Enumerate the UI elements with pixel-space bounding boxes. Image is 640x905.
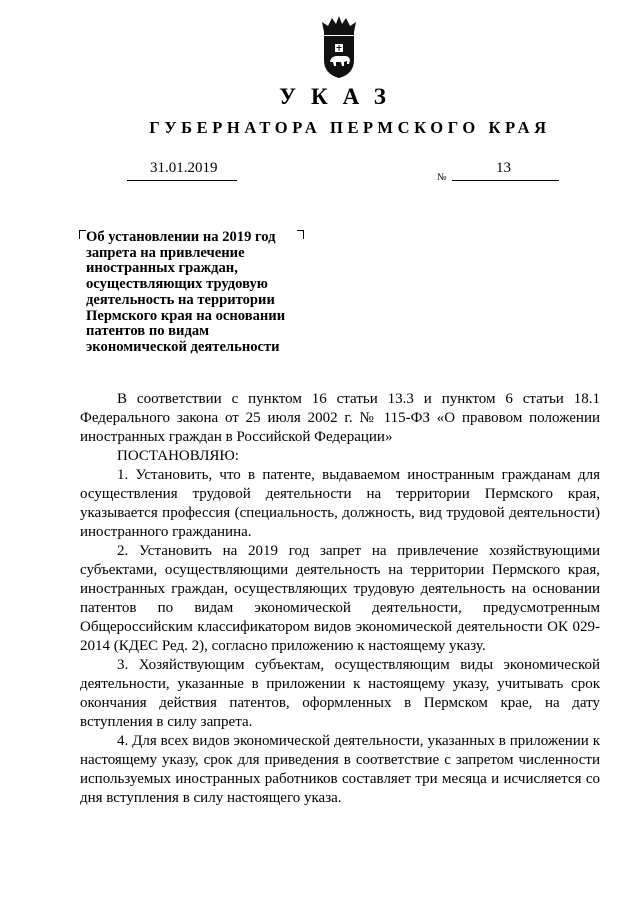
subject-line: иностранных граждан,	[86, 260, 238, 277]
subject-line: деятельность на территории	[86, 291, 275, 308]
subject-line: Об установлении на 2019 год	[86, 229, 276, 245]
subject-line: экономической деятельности	[86, 338, 280, 355]
coat-of-arms-icon	[318, 14, 360, 80]
subject-line: запрета на привлечение	[86, 244, 245, 261]
decree-item-1: 1. Установить, что в патенте, выдаваемом иностранным гражданам для осуществления трудовой деятельности на территории Пермского края, указывается профессия (специальность, должность, вид трудовой деятельности) иностранного гражданина.	[80, 467, 600, 540]
decree-word: ПОСТАНОВЛЯЮ:	[117, 448, 239, 464]
document-type-title: УКАЗ	[279, 84, 401, 109]
decree-subject	[86, 230, 321, 356]
number-underline	[452, 180, 559, 181]
number-sign: №	[437, 172, 447, 183]
date-underline	[127, 180, 237, 181]
subject-line: осуществляющих трудовую	[86, 276, 268, 293]
decree-item-3: 3. Хозяйствующим субъектам, осуществляющим виды экономической деятельности, указанные в приложении к настоящему указу, учитывать срок окончания действия патентов, оформленных в Пермском крае, на дату вступления в силу запрета.	[80, 657, 600, 730]
preamble-paragraph: В соответствии с пунктом 16 статьи 13.3 и пунктом 6 статьи 18.1 Федерального закона от 25 июля 2002 г. № 115-ФЗ «О правовом положении иностранных граждан в Российской Федерации»	[80, 391, 600, 445]
subject-bracket-left	[79, 230, 86, 239]
decree-item-4: 4. Для всех видов экономической деятельности, указанных в приложении к настоящему указу, срок для приведения в соответствие с запретом численности используемых иностранных работников составляет три месяца и исчисляется со дня вступления в силу настоящего указа.	[80, 733, 600, 806]
subject-line: патентов по видам	[86, 323, 210, 340]
decree-number: 13	[496, 160, 511, 176]
decree-body	[80, 390, 600, 808]
decree-item-2: 2. Установить на 2019 год запрет на привлечение хозяйствующими субъектами, осуществляющими деятельность на территории Пермского края, иностранных граждан, осуществляющих трудовую деятельность на основании патентов по видам экономической деятельности, предусмотренным Общероссийским классификатором видов экономической деятельности ОК 029-2014 (КДЕС Ред. 2), согласно приложению к настоящему указу.	[80, 543, 600, 654]
issuer-title: ГУБЕРНАТОРА ПЕРМСКОГО КРАЯ	[149, 118, 551, 137]
decree-date: 31.01.2019	[150, 160, 218, 176]
subject-line: Пермского края на основании	[86, 307, 286, 324]
